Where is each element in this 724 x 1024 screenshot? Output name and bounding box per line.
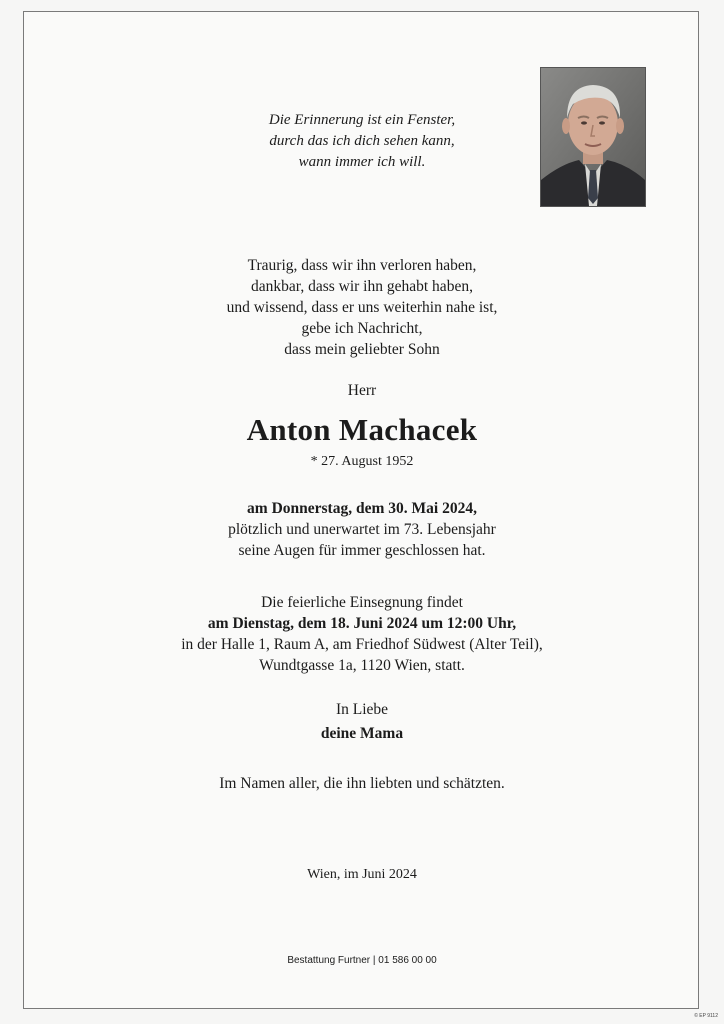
in-love-text: In Liebe [335,701,389,718]
place-date: Wien, im Juni 2024 [307,867,417,882]
intro-line: Traurig, dass wir ihn verloren haben, [247,257,477,274]
quote-line: Die Erinnerung ist ein Fenster, [268,112,456,128]
service-location: in der Halle 1, Raum A, am Friedhof Südwest (Alter Teil), [181,636,543,653]
death-line: seine Augen für immer geschlossen hat. [238,542,486,559]
service-date: am Dienstag, dem 18. Juni 2024 um 12:00 Uhr, [207,615,517,632]
quote-line: wann immer ich will. [298,154,426,170]
deceased-name: Anton Machacek [246,412,478,447]
signer: deine Mama [320,725,404,742]
service-address: Wundtgasse 1a, 1120 Wien, statt. [259,657,465,674]
salutation: Herr [347,382,377,399]
death-date: am Donnerstag, dem 30. Mai 2024, [247,500,477,517]
funeral-home-footer: Bestattung Furtner | 01 586 00 00 [287,955,437,966]
intro-line: und wissend, dass er uns weiterhin nahe ist, [226,299,498,316]
announcement-intro [0,255,724,360]
on-behalf-text: Im Namen aller, die ihn liebten und schätzten. [219,775,505,792]
birth-date: * 27. August 1952 [310,454,414,469]
intro-line: dankbar, dass wir ihn gehabt haben, [251,278,473,295]
memorial-quote [0,110,724,173]
death-notice [0,498,724,561]
death-line: plötzlich und unerwartet im 73. Lebensjahr [228,521,496,538]
service-line: Die feierliche Einsegnung findet [261,594,463,611]
corner-code: © EP 9112 [694,1013,718,1019]
funeral-service [0,592,724,676]
intro-line: dass mein geliebter Sohn [284,341,440,358]
quote-line: durch das ich dich sehen kann, [269,133,455,149]
intro-line: gebe ich Nachricht, [301,320,423,337]
